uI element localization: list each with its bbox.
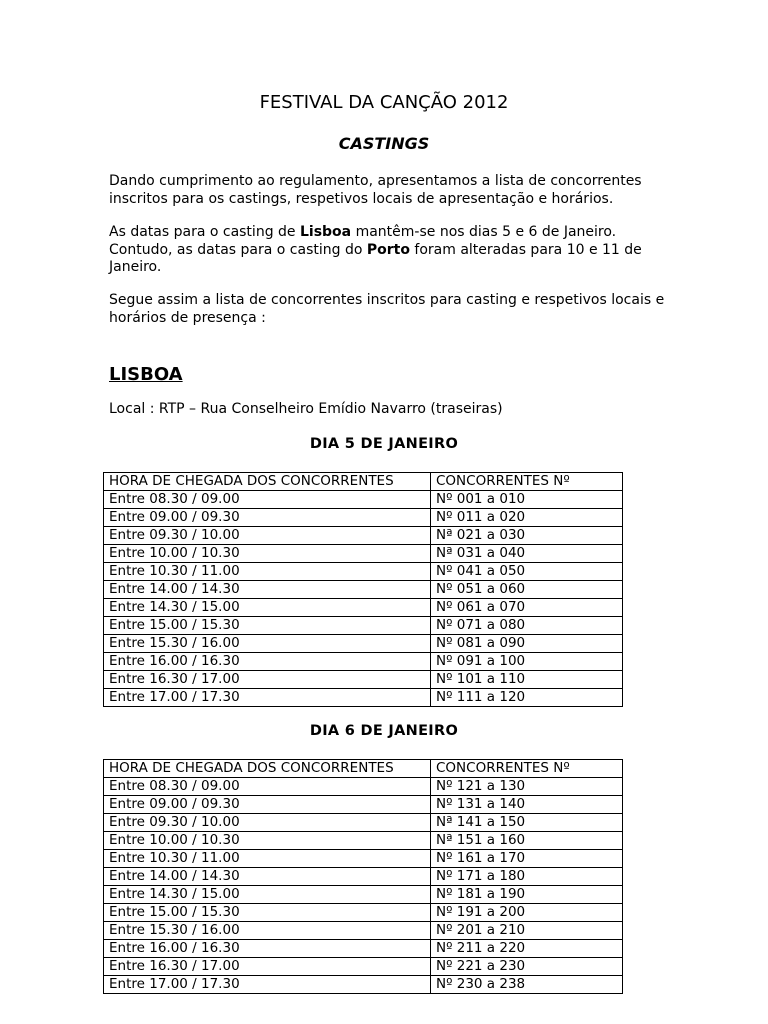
cell-arrival-time: Entre 15.00 / 15.30: [104, 617, 431, 635]
cell-contestant-range: Nº 091 a 100: [431, 653, 623, 671]
cell-contestant-range: Nº 061 a 070: [431, 599, 623, 617]
table-row: [104, 922, 623, 940]
table-row: [104, 778, 623, 796]
column-header-contestants: CONCORRENTES Nº: [431, 473, 623, 491]
cell-contestant-range: Nº 071 a 080: [431, 617, 623, 635]
cell-arrival-time: Entre 10.00 / 10.30: [104, 832, 431, 850]
cell-arrival-time: Entre 10.00 / 10.30: [104, 545, 431, 563]
section-heading-lisboa: LISBOA: [109, 364, 183, 385]
cell-arrival-time: Entre 14.00 / 14.30: [104, 581, 431, 599]
cell-arrival-time: Entre 16.00 / 16.30: [104, 653, 431, 671]
table-row: [104, 976, 623, 994]
table-header-row: [104, 473, 623, 491]
day-heading-5-janeiro: DIA 5 DE JANEIRO: [309, 436, 459, 452]
cell-contestant-range: Nº 181 a 190: [431, 886, 623, 904]
table-row: [104, 940, 623, 958]
table-row: [104, 653, 623, 671]
table-row: [104, 563, 623, 581]
cell-arrival-time: Entre 16.30 / 17.00: [104, 958, 431, 976]
table-row: [104, 509, 623, 527]
cell-contestant-range: Nª 151 a 160: [431, 832, 623, 850]
column-header-arrival-time: HORA DE CHEGADA DOS CONCORRENTES: [104, 473, 431, 491]
table-row: [104, 850, 623, 868]
cell-contestant-range: Nª 031 a 040: [431, 545, 623, 563]
intro-p2-text-1: As datas para o casting de: [109, 224, 300, 240]
cell-arrival-time: Entre 16.00 / 16.30: [104, 940, 431, 958]
intro-p2-bold-porto: Porto: [366, 241, 410, 258]
column-header-contestants: CONCORRENTES Nº: [431, 760, 623, 778]
table-row: [104, 617, 623, 635]
cell-contestant-range: Nº 011 a 020: [431, 509, 623, 527]
cell-arrival-time: Entre 14.30 / 15.00: [104, 599, 431, 617]
cell-arrival-time: Entre 15.30 / 16.00: [104, 922, 431, 940]
cell-arrival-time: Entre 15.30 / 16.00: [104, 635, 431, 653]
intro-p2-text-3: foram alteradas para 10 e 11 de Janeiro.: [109, 241, 642, 275]
cell-arrival-time: Entre 09.30 / 10.00: [104, 527, 431, 545]
cell-contestant-range: Nº 201 a 210: [431, 922, 623, 940]
cell-arrival-time: Entre 09.00 / 09.30: [104, 509, 431, 527]
cell-arrival-time: Entre 09.00 / 09.30: [104, 796, 431, 814]
table-row: [104, 527, 623, 545]
cell-arrival-time: Entre 08.30 / 09.00: [104, 778, 431, 796]
cell-arrival-time: Entre 17.00 / 17.30: [104, 689, 431, 707]
column-header-arrival-time: HORA DE CHEGADA DOS CONCORRENTES: [104, 760, 431, 778]
cell-contestant-range: Nº 121 a 130: [431, 778, 623, 796]
cell-contestant-range: Nº 051 a 060: [431, 581, 623, 599]
intro-paragraph-1: Dando cumprimento ao regulamento, apresentamos a lista de concorrentes inscritos para os castings, respetivos locais de apresentação e horários.: [109, 173, 642, 207]
cell-contestant-range: Nº 211 a 220: [431, 940, 623, 958]
cell-contestant-range: Nª 021 a 030: [431, 527, 623, 545]
intro-paragraph-2: [109, 224, 669, 277]
cell-arrival-time: Entre 14.30 / 15.00: [104, 886, 431, 904]
cell-contestant-range: Nª 141 a 150: [431, 814, 623, 832]
cell-arrival-time: Entre 14.00 / 14.30: [104, 868, 431, 886]
cell-contestant-range: Nº 111 a 120: [431, 689, 623, 707]
cell-contestant-range: Nº 001 a 010: [431, 491, 623, 509]
cell-arrival-time: Entre 16.30 / 17.00: [104, 671, 431, 689]
table-row: [104, 868, 623, 886]
cell-contestant-range: Nº 161 a 170: [431, 850, 623, 868]
table-row: [104, 814, 623, 832]
table-row: [104, 545, 623, 563]
table-row: [104, 491, 623, 509]
table-row: [104, 635, 623, 653]
cell-arrival-time: Entre 08.30 / 09.00: [104, 491, 431, 509]
day-heading-6-janeiro: DIA 6 DE JANEIRO: [309, 723, 459, 739]
location-text: Local : RTP – Rua Conselheiro Emídio Navarro (traseiras): [109, 401, 503, 417]
table-row: [104, 886, 623, 904]
table-header-row: [104, 760, 623, 778]
cell-contestant-range: Nº 101 a 110: [431, 671, 623, 689]
cell-contestant-range: Nº 131 a 140: [431, 796, 623, 814]
table-row: [104, 796, 623, 814]
page-subtitle: CASTINGS: [338, 134, 430, 153]
table-row: [104, 599, 623, 617]
table-row: [104, 958, 623, 976]
cell-contestant-range: Nº 171 a 180: [431, 868, 623, 886]
cell-arrival-time: Entre 10.30 / 11.00: [104, 850, 431, 868]
table-row: [104, 671, 623, 689]
cell-contestant-range: Nº 191 a 200: [431, 904, 623, 922]
table-row: [104, 832, 623, 850]
cell-contestant-range: Nº 041 a 050: [431, 563, 623, 581]
cell-arrival-time: Entre 10.30 / 11.00: [104, 563, 431, 581]
table-row: [104, 689, 623, 707]
cell-contestant-range: Nº 221 a 230: [431, 958, 623, 976]
table-row: [104, 581, 623, 599]
cell-arrival-time: Entre 17.00 / 17.30: [104, 976, 431, 994]
schedule-table-day-6: [103, 759, 623, 994]
cell-arrival-time: Entre 09.30 / 10.00: [104, 814, 431, 832]
intro-p2-text-2: mantêm-se nos dias 5 e 6 de Janeiro. Contudo, as datas para o casting do: [109, 224, 617, 258]
cell-contestant-range: Nº 081 a 090: [431, 635, 623, 653]
schedule-table-day-5: [103, 472, 623, 707]
cell-contestant-range: Nº 230 a 238: [431, 976, 623, 994]
cell-arrival-time: Entre 15.00 / 15.30: [104, 904, 431, 922]
table-row: [104, 904, 623, 922]
intro-p2-bold-lisboa: Lisboa: [299, 224, 352, 240]
page-title: FESTIVAL DA CANÇÃO 2012: [259, 92, 509, 113]
intro-paragraph-3: Segue assim a lista de concorrentes inscritos para casting e respetivos locais e horários de presença :: [109, 292, 665, 326]
